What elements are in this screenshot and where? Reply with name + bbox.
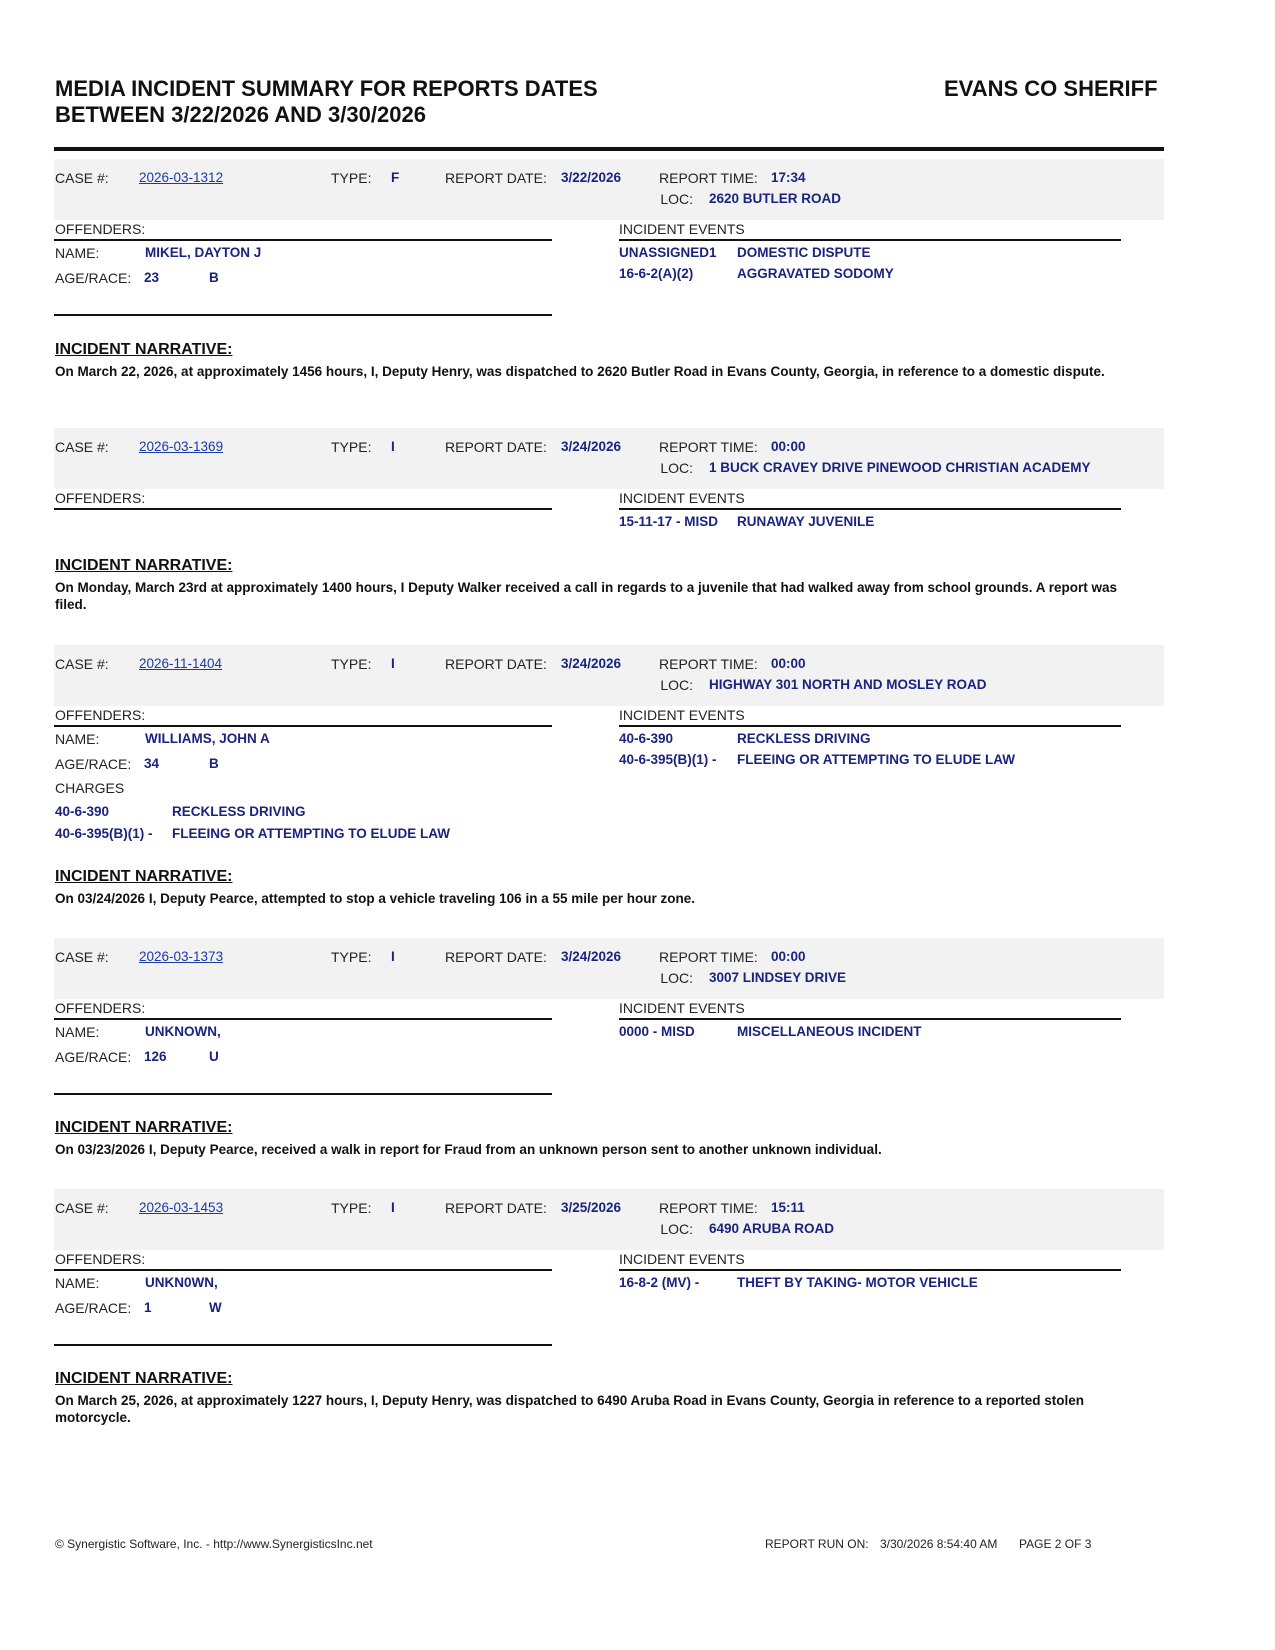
offenders-divider [54, 1018, 552, 1020]
incident-event-desc: RECKLESS DRIVING [737, 731, 871, 746]
offender-name-label: NAME: [55, 1275, 100, 1291]
incident-events-label: INCIDENT EVENTS [619, 1251, 745, 1267]
offender-race-value: B [209, 756, 219, 771]
loc-value: HIGHWAY 301 NORTH AND MOSLEY ROAD [709, 677, 987, 692]
report-time-value: 00:00 [771, 439, 806, 454]
case-number-link[interactable]: 2026-03-1312 [139, 170, 224, 185]
loc-label: LOC: [660, 970, 693, 986]
offender-name-value: UNKNOWN, [145, 1024, 221, 1039]
incident-event-desc: AGGRAVATED SODOMY [737, 266, 894, 281]
offender-name-value: UNKN0WN, [145, 1275, 218, 1290]
offenders-label: OFFENDERS: [55, 707, 146, 723]
report-time-label: REPORT TIME: [659, 656, 758, 672]
incident-events-label: INCIDENT EVENTS [619, 707, 745, 723]
offender-race-value: U [209, 1049, 219, 1064]
report-time-label: REPORT TIME: [659, 949, 758, 965]
type-label: TYPE: [331, 439, 372, 455]
narrative-heading: INCIDENT NARRATIVE: [55, 341, 233, 358]
incident-event-desc: THEFT BY TAKING- MOTOR VEHICLE [737, 1275, 978, 1290]
incident-event-code: 16-8-2 (MV) - [619, 1275, 700, 1290]
type-label: TYPE: [331, 656, 372, 672]
footer-copyright: © Synergistic Software, Inc. - http://www.SynergisticsInc.net [55, 1537, 373, 1551]
incident-event-desc: FLEEING OR ATTEMPTING TO ELUDE LAW [737, 752, 1015, 767]
offender-bottom-divider [54, 314, 552, 316]
offender-name-value: MIKEL, DAYTON J [145, 245, 262, 260]
loc-label: LOC: [660, 677, 693, 693]
report-date-value: 3/24/2026 [561, 656, 622, 671]
offender-age-value: 34 [144, 756, 160, 771]
narrative-heading: INCIDENT NARRATIVE: [55, 557, 233, 574]
case-number-link[interactable]: 2026-03-1453 [139, 1200, 224, 1215]
incident-event-desc: DOMESTIC DISPUTE [737, 245, 871, 260]
report-date-value: 3/22/2026 [561, 170, 622, 185]
narrative-text: On 03/23/2026 I, Deputy Pearce, received a walk in report for Fraud from an unknown person sent to another unknown individual. [55, 1142, 882, 1157]
case-header-band [54, 159, 1164, 220]
case-header-band [54, 428, 1164, 489]
case-number-label: CASE #: [55, 1200, 109, 1216]
charge-code: 40-6-390 [55, 804, 110, 819]
report-date-label: REPORT DATE: [445, 656, 547, 672]
case-header-band [54, 938, 1164, 999]
case-number-link[interactable]: 2026-03-1373 [139, 949, 224, 964]
report-time-label: REPORT TIME: [659, 170, 758, 186]
report-time-value: 00:00 [771, 656, 806, 671]
type-label: TYPE: [331, 1200, 372, 1216]
offenders-label: OFFENDERS: [55, 490, 146, 506]
case-number-label: CASE #: [55, 439, 109, 455]
footer-report-run-value: 3/30/2026 8:54:40 AM [880, 1537, 998, 1551]
offender-race-value: W [209, 1300, 222, 1315]
offenders-label: OFFENDERS: [55, 221, 146, 237]
incident-events-divider [619, 1269, 1121, 1271]
type-label: TYPE: [331, 949, 372, 965]
loc-value: 3007 LINDSEY DRIVE [709, 970, 847, 985]
offender-age-value: 126 [144, 1049, 167, 1064]
narrative-text: On March 22, 2026, at approximately 1456 hours, I, Deputy Henry, was dispatched to 2620 Butler Road in Evans County, Georgia, in reference to a domestic dispute. [55, 364, 1105, 379]
incident-event-code: UNASSIGNED1 [619, 245, 717, 260]
offender-age-race-label: AGE/RACE: [55, 1300, 132, 1316]
loc-label: LOC: [660, 191, 693, 207]
report-date-label: REPORT DATE: [445, 439, 547, 455]
footer-report-run-label: REPORT RUN ON: [765, 1537, 869, 1551]
header-divider [54, 147, 1164, 151]
report-date-value: 3/24/2026 [561, 439, 622, 454]
narrative-heading: INCIDENT NARRATIVE: [55, 868, 233, 885]
charge-desc: FLEEING OR ATTEMPTING TO ELUDE LAW [172, 826, 450, 841]
case-number-link[interactable]: 2026-03-1369 [139, 439, 224, 454]
report-date-value: 3/24/2026 [561, 949, 622, 964]
offender-bottom-divider [54, 1093, 552, 1095]
footer-page-number: PAGE 2 OF 3 [1019, 1537, 1092, 1551]
incident-events-divider [619, 725, 1121, 727]
case-header-band [54, 1189, 1164, 1250]
incident-event-code: 40-6-390 [619, 731, 674, 746]
offenders-divider [54, 508, 552, 510]
offender-race-value: B [209, 270, 219, 285]
report-time-value: 17:34 [771, 170, 806, 185]
loc-label: LOC: [660, 1221, 693, 1237]
narrative-heading: INCIDENT NARRATIVE: [55, 1370, 233, 1387]
narrative-heading: INCIDENT NARRATIVE: [55, 1119, 233, 1136]
offender-age-race-label: AGE/RACE: [55, 1049, 132, 1065]
charge-desc: RECKLESS DRIVING [172, 804, 306, 819]
report-time-label: REPORT TIME: [659, 1200, 758, 1216]
loc-value: 1 BUCK CRAVEY DRIVE PINEWOOD CHRISTIAN ACADEMY [709, 460, 1091, 475]
incident-events-label: INCIDENT EVENTS [619, 1000, 745, 1016]
offender-name-label: NAME: [55, 1024, 100, 1040]
report-date-label: REPORT DATE: [445, 949, 547, 965]
charge-code: 40-6-395(B)(1) - [55, 826, 153, 841]
incident-event-code: 0000 - MISD [619, 1024, 695, 1039]
incident-event-code: 15-11-17 - MISD [619, 514, 719, 529]
incident-event-code: 16-6-2(A)(2) [619, 266, 694, 281]
incident-events-divider [619, 508, 1121, 510]
loc-value: 6490 ARUBA ROAD [709, 1221, 835, 1236]
type-value: I [391, 656, 395, 671]
report-date-label: REPORT DATE: [445, 1200, 547, 1216]
loc-label: LOC: [660, 460, 693, 476]
case-number-label: CASE #: [55, 656, 109, 672]
incident-events-label: INCIDENT EVENTS [619, 221, 745, 237]
incident-event-code: 40-6-395(B)(1) - [619, 752, 717, 767]
report-time-label: REPORT TIME: [659, 439, 758, 455]
case-number-label: CASE #: [55, 949, 109, 965]
narrative-text: On 03/24/2026 I, Deputy Pearce, attempted to stop a vehicle traveling 106 in a 55 mile per hour zone. [55, 891, 695, 906]
incident-event-desc: MISCELLANEOUS INCIDENT [737, 1024, 922, 1039]
incident-events-label: INCIDENT EVENTS [619, 490, 745, 506]
loc-value: 2620 BUTLER ROAD [709, 191, 842, 206]
incident-events-divider [619, 1018, 1121, 1020]
incident-event-desc: RUNAWAY JUVENILE [737, 514, 875, 529]
offenders-label: OFFENDERS: [55, 1000, 146, 1016]
report-title-line1: MEDIA INCIDENT SUMMARY FOR REPORTS DATES [55, 76, 598, 101]
offender-age-race-label: AGE/RACE: [55, 270, 132, 286]
offenders-divider [54, 239, 552, 241]
offender-name-label: NAME: [55, 245, 100, 261]
type-value: I [391, 949, 395, 964]
offender-name-label: NAME: [55, 731, 100, 747]
agency-name: EVANS CO SHERIFF [944, 76, 1158, 101]
type-label: TYPE: [331, 170, 372, 186]
offender-age-value: 1 [144, 1300, 152, 1315]
type-value: I [391, 1200, 395, 1215]
narrative-text: On March 25, 2026, at approximately 1227 hours, I, Deputy Henry, was dispatched to 6490 Aruba Road in Evans County, Georgia in reference to a reported stolen motorcycle. [55, 1393, 1085, 1425]
report-time-value: 15:11 [771, 1200, 805, 1215]
charges-label: CHARGES [55, 780, 125, 796]
offenders-label: OFFENDERS: [55, 1251, 146, 1267]
offenders-divider [54, 1269, 552, 1271]
case-number-link[interactable]: 2026-11-1404 [139, 656, 223, 671]
case-header-band [54, 645, 1164, 706]
type-value: I [391, 439, 395, 454]
report-time-value: 00:00 [771, 949, 806, 964]
case-number-label: CASE #: [55, 170, 109, 186]
offenders-divider [54, 725, 552, 727]
offender-bottom-divider [54, 1344, 552, 1346]
incident-events-divider [619, 239, 1121, 241]
report-title-line2: BETWEEN 3/22/2026 AND 3/30/2026 [55, 102, 426, 127]
offender-age-race-label: AGE/RACE: [55, 756, 132, 772]
narrative-text: On Monday, March 23rd at approximately 1400 hours, I Deputy Walker received a call in regards to a juvenile that had walked away from school grounds. A report was filed. [55, 580, 1118, 612]
offender-name-value: WILLIAMS, JOHN A [145, 731, 270, 746]
report-date-value: 3/25/2026 [561, 1200, 622, 1215]
type-value: F [391, 170, 400, 185]
offender-age-value: 23 [144, 270, 160, 285]
report-date-label: REPORT DATE: [445, 170, 547, 186]
